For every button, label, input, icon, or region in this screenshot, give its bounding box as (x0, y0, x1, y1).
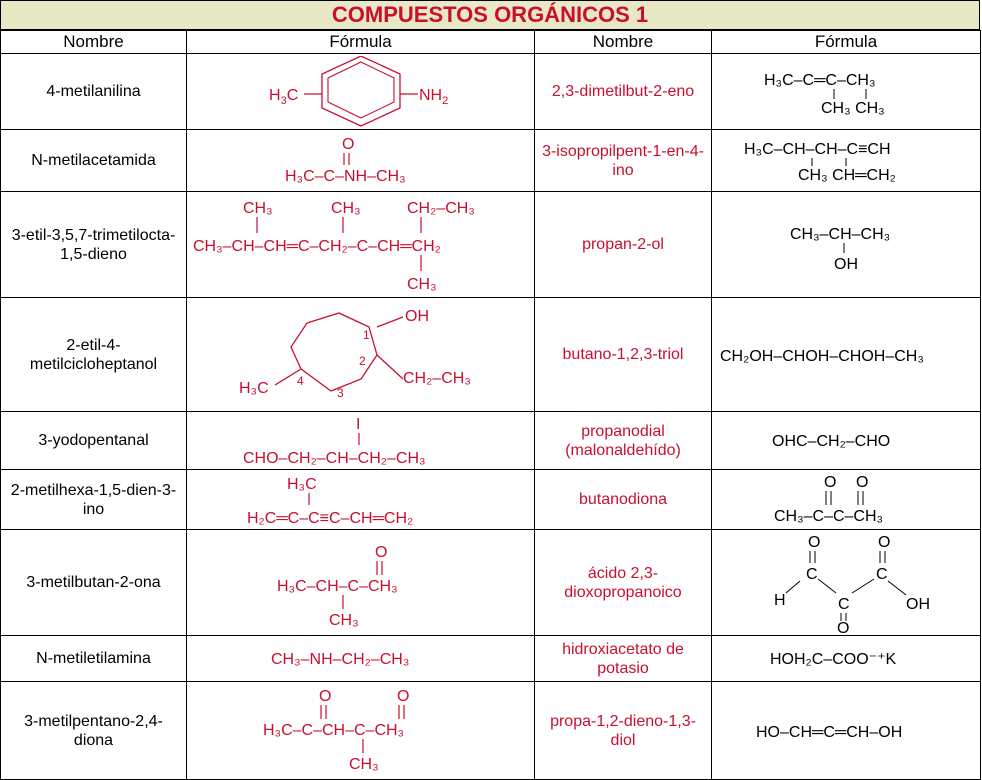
formula-cell (187, 412, 535, 470)
compound-name: 3-metilbutan-2-ona (1, 530, 187, 636)
compound-name: N-metilacetamida (1, 130, 187, 192)
compound-name: N-metiletilamina (1, 636, 187, 682)
svg-text:CH₃ CH═CH₂: CH₃ CH═CH₂ (798, 166, 896, 184)
compound-name: 3-isopropilpent-1-en-4-ino (535, 130, 712, 192)
svg-text:C: C (876, 565, 888, 583)
svg-text:H3C: $H_3C$ (268, 86, 298, 107)
table-row (1, 530, 981, 636)
svg-text:O: O (318, 687, 331, 705)
svg-text:CH₃ CH₃: CH₃ CH₃ (821, 99, 885, 117)
svg-text:H₃C: H₃C (238, 379, 269, 397)
compound-name: propanodial (malonaldehído) (535, 412, 712, 470)
formula-cell (712, 682, 981, 780)
compound-name: 3-yodopentanal (1, 412, 187, 470)
compounds-table (0, 30, 981, 780)
formula-cell (712, 54, 981, 130)
page-title: COMPUESTOS ORGÁNICOS 1 (331, 2, 649, 27)
formula-cell (712, 298, 981, 412)
compound-name: hidroxiacetato de potasio (535, 636, 712, 682)
svg-text:CH₃: CH₃ (330, 199, 361, 217)
structural-formula (191, 638, 531, 680)
structural-formula (191, 413, 531, 469)
svg-text:4: 4 (296, 373, 304, 388)
formula-cell (712, 530, 981, 636)
header-row (1, 31, 981, 54)
compound-name: propa-1,2-dieno-1,3-diol (535, 682, 712, 780)
formula-cell (187, 298, 535, 412)
formula-cell (712, 412, 981, 470)
formula-cell (187, 54, 535, 130)
table-row (1, 636, 981, 682)
svg-text:C: C (838, 595, 850, 613)
svg-text:HOH₂C–COO⁻⁺K: HOH₂C–COO⁻⁺K (770, 650, 897, 668)
svg-text:CH₃–CH–CH₃: CH₃–CH–CH₃ (790, 225, 891, 243)
svg-text:H₃C–CH–C–CH₃: H₃C–CH–C–CH₃ (276, 577, 398, 595)
formula-cell (187, 682, 535, 780)
svg-text:OH: OH (834, 255, 858, 273)
svg-text:H₃C–CH–CH–C≡CH: H₃C–CH–CH–C≡CH (744, 140, 891, 158)
formula-cell (712, 192, 981, 298)
table-row (1, 412, 981, 470)
formula-cell (187, 130, 535, 192)
structural-formula (716, 638, 976, 680)
svg-text:H₃C–C–NH–CH₃: H₃C–C–NH–CH₃ (284, 167, 406, 185)
compound-name: 3-etil-3,5,7-trimetilocta-1,5-dieno (1, 192, 187, 298)
structural-formula (716, 471, 976, 529)
svg-text:3: 3 (336, 385, 344, 400)
svg-text:CH₃: CH₃ (242, 199, 273, 217)
svg-text:O: O (374, 543, 387, 561)
compound-name: butanodiona (535, 470, 712, 530)
header-formula-right: Fórmula (712, 31, 981, 54)
svg-text:CH₂OH–CHOH–CHOH–CH₃: CH₂OH–CHOH–CHOH–CH₃ (719, 347, 924, 365)
table-row (1, 130, 981, 192)
svg-text:I: I (355, 415, 360, 433)
compound-name: 2-metilhexa-1,5-dien-3-ino (1, 470, 187, 530)
table-row (1, 54, 981, 130)
structural-formula (191, 531, 531, 635)
compound-name: butano-1,2,3-triol (535, 298, 712, 412)
svg-text:OH: OH (404, 307, 429, 325)
structural-formula (191, 471, 531, 529)
compound-name: propan-2-ol (535, 192, 712, 298)
structural-formula (716, 132, 976, 190)
svg-text:CH₃–C–C–CH₃: CH₃–C–C–CH₃ (774, 507, 884, 525)
compound-name: 4-metilanilina (1, 54, 187, 130)
svg-text:CH₃: CH₃ (406, 275, 437, 293)
svg-text:CH₃: CH₃ (328, 611, 359, 629)
svg-text:O: O (396, 687, 409, 705)
compound-name: 2,3-dimetilbut-2-eno (535, 54, 712, 130)
svg-text:1: 1 (362, 327, 370, 342)
formula-cell (187, 636, 535, 682)
structural-formula (716, 683, 976, 779)
svg-text:CH₃–NH–CH₂–CH₃: CH₃–NH–CH₂–CH₃ (270, 650, 409, 668)
structural-formula (716, 531, 976, 635)
svg-text:OH: OH (906, 595, 930, 613)
svg-text:O: O (808, 533, 821, 551)
structural-formula (191, 56, 531, 128)
structural-formula (716, 57, 976, 127)
formula-cell (712, 470, 981, 530)
svg-text:H₂C═C–C≡C–CH═CH₂: H₂C═C–C≡C–CH═CH₂ (246, 509, 413, 527)
svg-text:CH₃: CH₃ (348, 755, 379, 773)
svg-text:C: C (806, 565, 818, 583)
svg-text:O: O (878, 533, 891, 551)
svg-text:HO–CH═C═CH–OH: HO–CH═C═CH–OH (756, 723, 903, 741)
compound-name: 3-metilpentano-2,4-diona (1, 682, 187, 780)
svg-text:H₃C–C═C–CH₃: H₃C–C═C–CH₃ (764, 71, 876, 89)
svg-text:2: 2 (358, 353, 366, 368)
title-bar (0, 0, 980, 30)
table-row (1, 682, 981, 780)
formula-cell (187, 192, 535, 298)
svg-text:CH₃–CH–CH═C–CH₂–C–CH═CH₂: CH₃–CH–CH═C–CH₂–C–CH═CH₂ (192, 237, 441, 255)
header-name-right: Nombre (535, 31, 712, 54)
svg-text:CHO–CH₂–CH–CH₂–CH₃: CHO–CH₂–CH–CH₂–CH₃ (242, 449, 426, 467)
structural-formula (191, 299, 531, 411)
svg-text:O: O (824, 473, 837, 491)
structural-formula (716, 195, 976, 295)
table-row (1, 470, 981, 530)
compound-name: 2-etil-4-metilcicloheptanol (1, 298, 187, 412)
formula-cell (187, 470, 535, 530)
svg-text:NH2: $NH_2$ (418, 86, 448, 107)
compound-name: ácido 2,3-dioxopropanoico (535, 530, 712, 636)
svg-text:CH₂–CH₃: CH₂–CH₃ (402, 369, 471, 387)
formula-cell (187, 530, 535, 636)
structural-formula (716, 414, 976, 468)
table-row (1, 192, 981, 298)
svg-text:O: O (341, 135, 354, 153)
header-formula-left: Fórmula (187, 31, 535, 54)
svg-text:H₃C–C–CH–C–CH₃: H₃C–C–CH–C–CH₃ (262, 721, 404, 739)
structural-formula (191, 683, 531, 779)
structural-formula (191, 131, 531, 191)
svg-text:OHC–CH₂–CHO: OHC–CH₂–CHO (772, 432, 891, 450)
structural-formula (191, 193, 531, 297)
structural-formula (714, 325, 979, 385)
formula-cell (712, 636, 981, 682)
header-name-left: Nombre (1, 31, 187, 54)
svg-text:H₃C: H₃C (286, 475, 317, 493)
svg-text:H: H (774, 591, 786, 609)
formula-cell (712, 130, 981, 192)
table-row (1, 298, 981, 412)
svg-text:O: O (856, 473, 869, 491)
svg-text:CH₂–CH₃: CH₂–CH₃ (406, 199, 475, 217)
svg-text:O: O (837, 619, 850, 635)
